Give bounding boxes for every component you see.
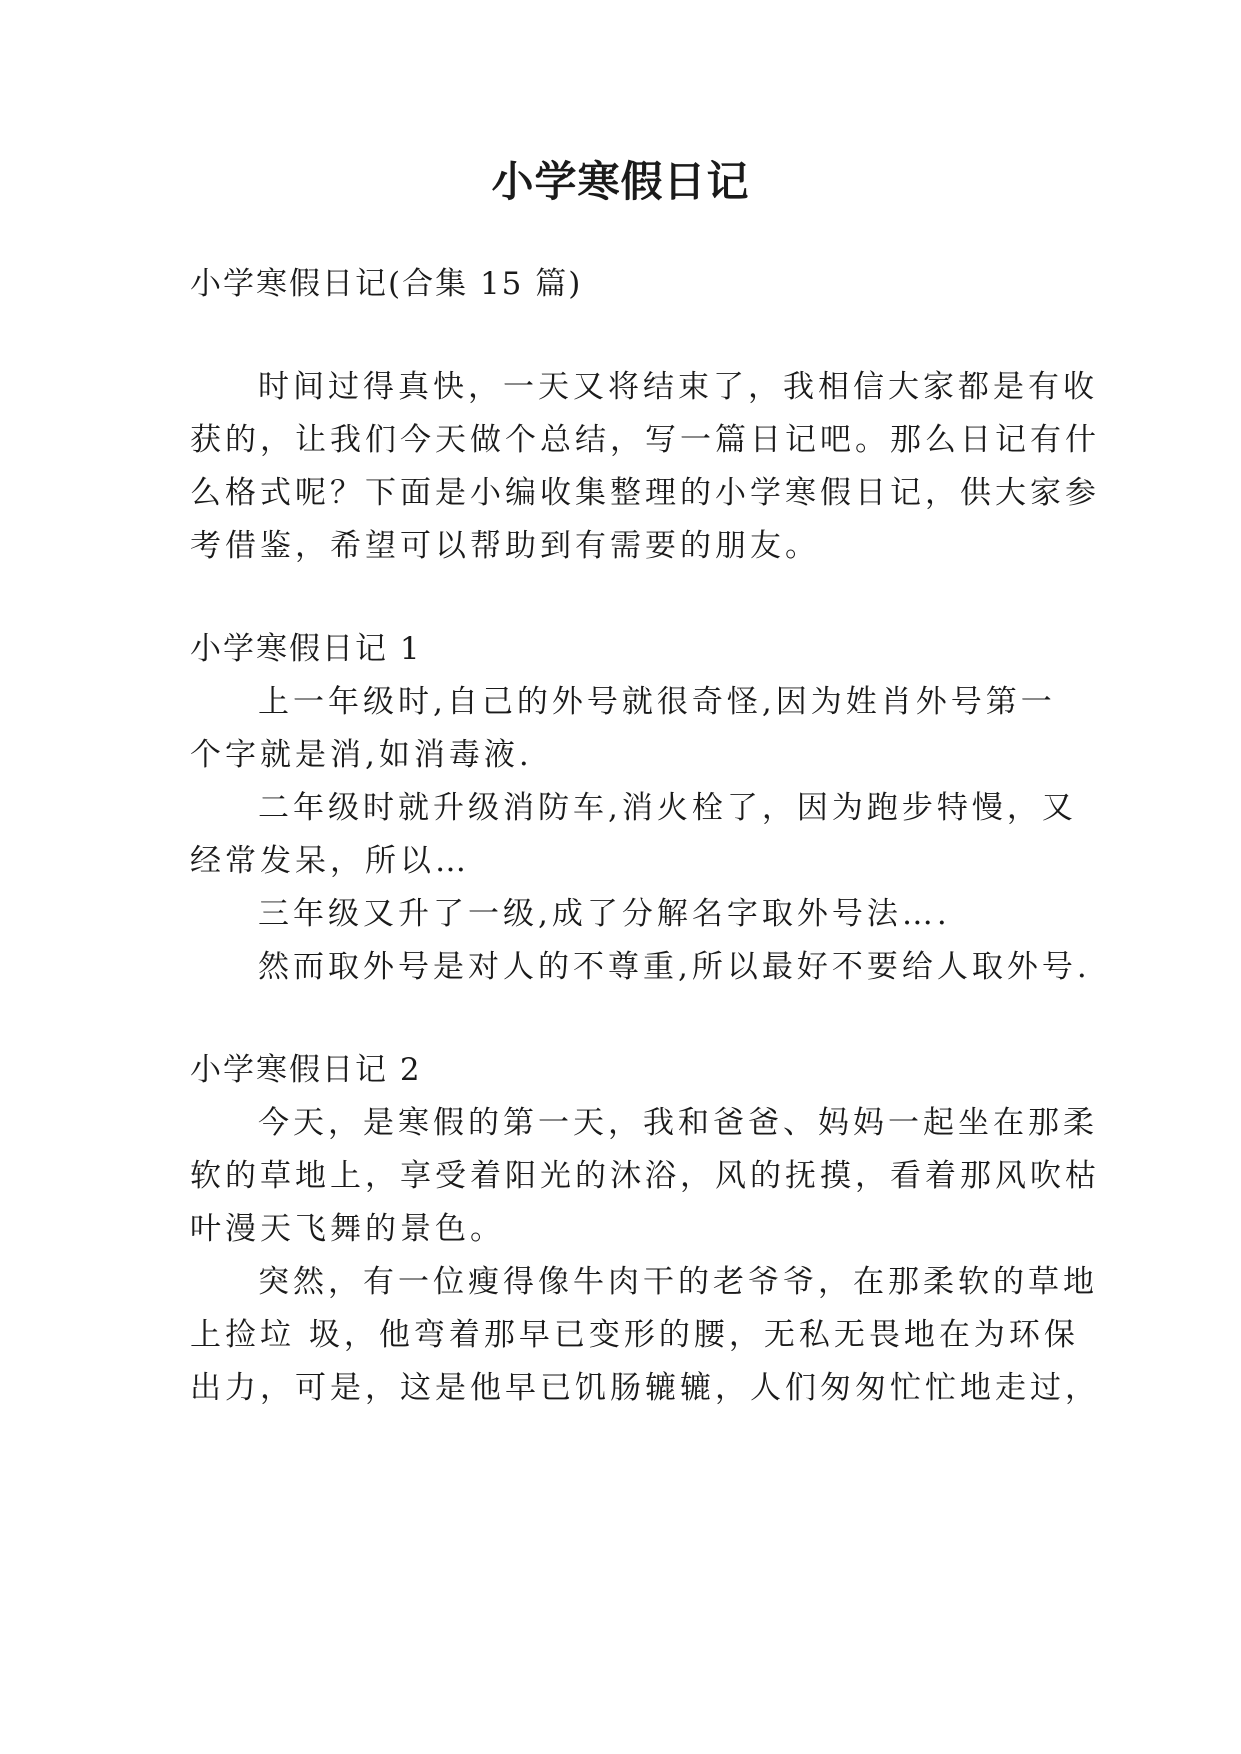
- entry-2-line: 叶漫天飞舞的景色。: [190, 1211, 505, 1247]
- collection-subtitle: 小学寒假日记(合集 15 篇): [190, 266, 583, 302]
- entry-1-line: 个字就是消,如消毒液.: [190, 737, 533, 773]
- entry-1-heading: 小学寒假日记 1: [190, 631, 422, 667]
- entry-2-line: 出力，可是，这是他早已饥肠辘辘，人们匆匆忙忙地走过，: [190, 1370, 1100, 1406]
- intro-line: 获的，让我们今天做个总结，写一篇日记吧。那么日记有什: [190, 422, 1100, 458]
- entry-2-line: 软的草地上，享受着阳光的沐浴，风的抚摸，看着那风吹枯: [190, 1158, 1100, 1194]
- entry-1-line: 三年级又升了一级,成了分解名字取外号法….: [258, 896, 951, 932]
- entry-1-line: 然而取外号是对人的不尊重,所以最好不要给人取外号.: [258, 949, 1091, 985]
- entry-1-line: 经常发呆，所以…: [190, 843, 470, 879]
- entry-1-line: 上一年级时,自己的外号就很奇怪,因为姓肖外号第一: [258, 684, 1056, 720]
- intro-line: 考借鉴，希望可以帮助到有需要的朋友。: [190, 528, 820, 564]
- entry-2-line: 今天，是寒假的第一天，我和爸爸、妈妈一起坐在那柔: [258, 1105, 1098, 1141]
- entry-2-heading: 小学寒假日记 2: [190, 1052, 422, 1088]
- entry-2-line: 上捡垃 圾，他弯着那早已变形的腰，无私无畏地在为环保: [190, 1317, 1079, 1353]
- entry-2-line: 突然，有一位瘦得像牛肉干的老爷爷，在那柔软的草地: [258, 1264, 1098, 1300]
- intro-line: 么格式呢？下面是小编收集整理的小学寒假日记，供大家参: [190, 475, 1100, 511]
- entry-1-line: 二年级时就升级消防车,消火栓了，因为跑步特慢，又: [258, 790, 1077, 826]
- page-title: 小学寒假日记: [491, 157, 750, 206]
- intro-line: 时间过得真快，一天又将结束了，我相信大家都是有收: [258, 369, 1098, 405]
